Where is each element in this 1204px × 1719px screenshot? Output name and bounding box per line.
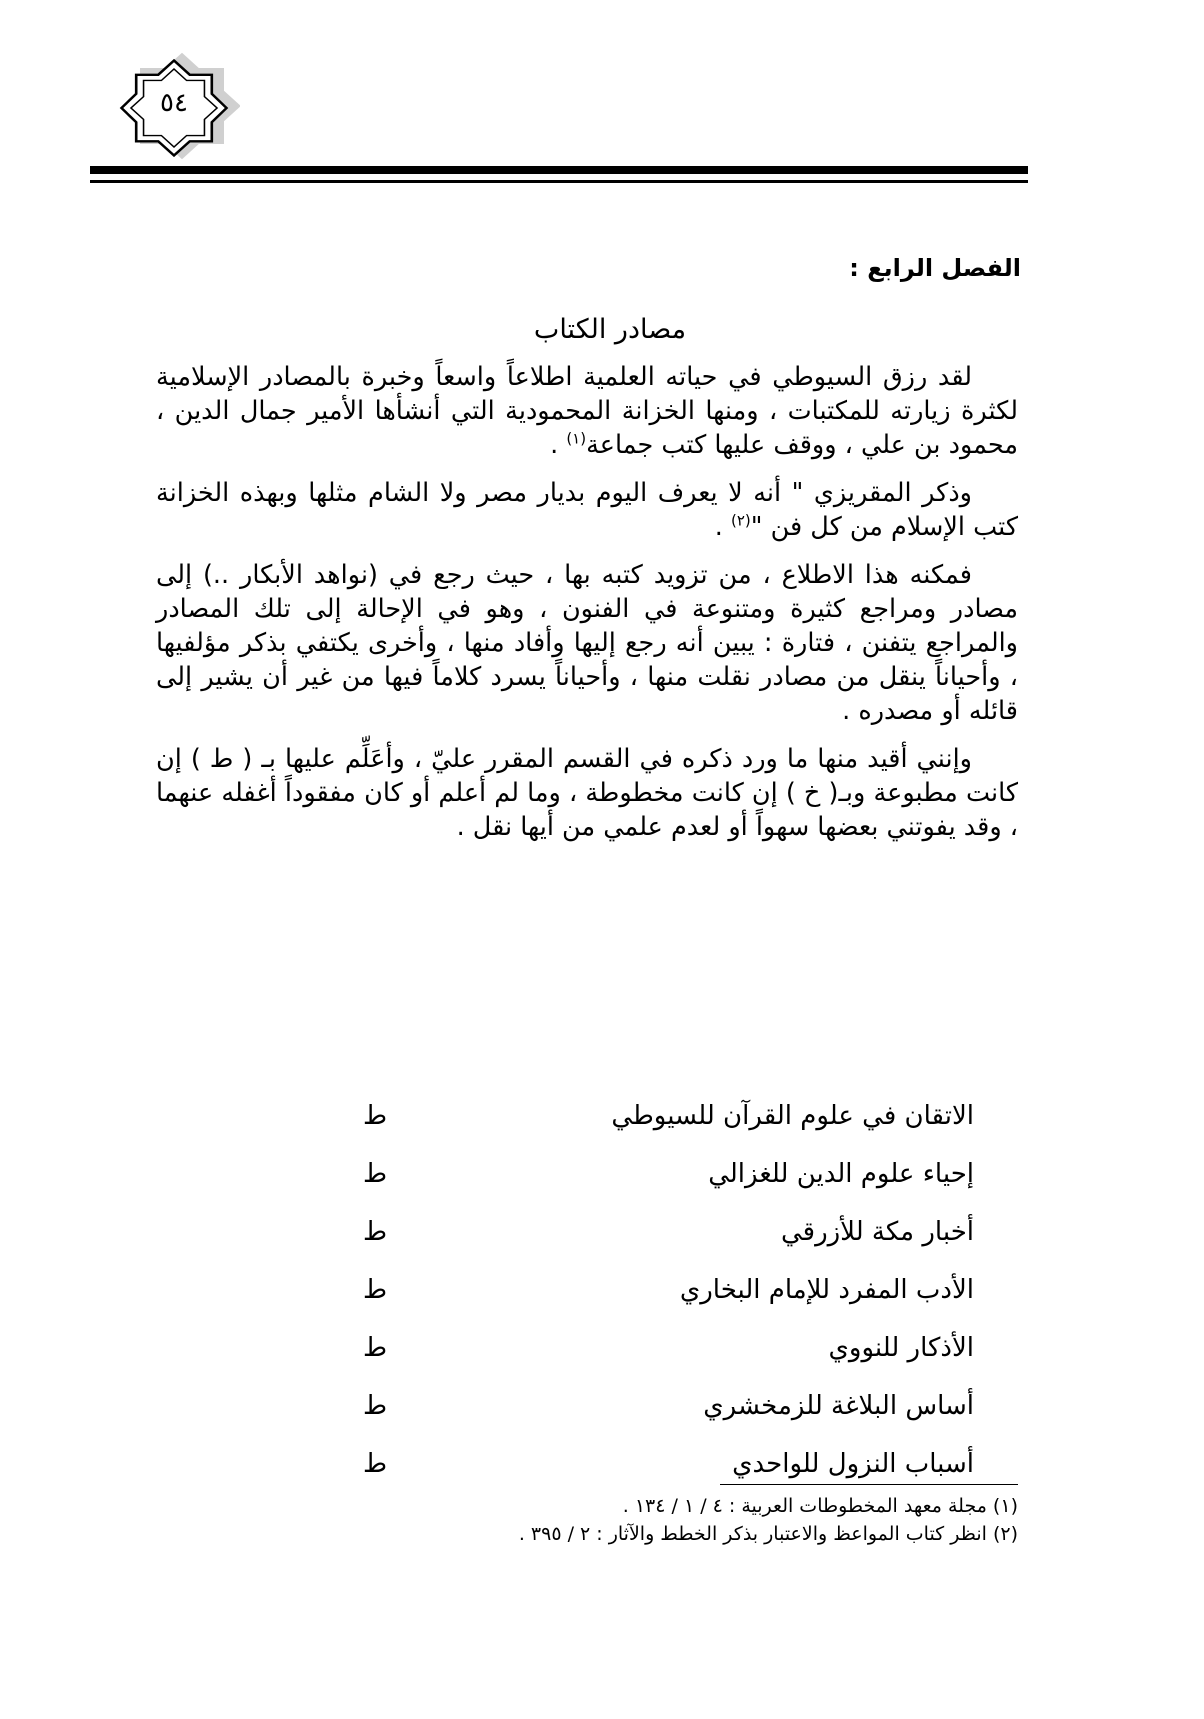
paragraph-tail: . — [714, 512, 731, 542]
source-item — [360, 1145, 974, 1203]
footnote-separator — [720, 1484, 1018, 1485]
source-list — [360, 1087, 974, 1493]
footnote: (١) مجلة معهد المخطوطات العربية : ٤ / ١ / ١٣٤ . — [622, 1495, 1018, 1517]
source-title: أخبار مكة للأزرقي — [780, 1217, 974, 1247]
footnote: (٢) انظر كتاب المواعظ والاعتبار بذكر الخطط والآثار : ٢ / ٣٩٥ . — [518, 1523, 1018, 1545]
source-marker: ط — [362, 1275, 388, 1305]
source-marker: ط — [362, 1449, 388, 1479]
source-title: أساس البلاغة للزمخشري — [703, 1391, 974, 1421]
header-rule-thick — [90, 166, 1028, 174]
footnotes — [360, 1492, 1018, 1548]
source-marker: ط — [362, 1391, 388, 1421]
paragraph — [156, 476, 1018, 544]
page-number: ٥٤ — [160, 88, 188, 118]
source-item — [360, 1261, 974, 1319]
source-item — [360, 1377, 974, 1435]
source-title: الأدب المفرد للإمام البخاري — [679, 1275, 974, 1305]
source-item — [360, 1087, 974, 1145]
source-title: الأذكار للنووي — [828, 1333, 974, 1363]
chapter-heading: الفصل الرابع : — [849, 254, 1021, 282]
body-text — [156, 360, 1018, 858]
header-rule-thin — [90, 180, 1028, 183]
paragraph — [156, 742, 1018, 844]
paragraph — [156, 360, 1018, 462]
source-item — [360, 1319, 974, 1377]
source-marker: ط — [362, 1217, 388, 1247]
source-title: إحياء علوم الدين للغزالي — [708, 1159, 974, 1189]
paragraph-text: فمكنه هذا الاطلاع ، من تزويد كتبه بها ، حيث رجع في (نواهد الأبكار ..) إلى مصادر ومراجع كثيرة ومتنوعة في الفنون ، وهو في الإحالة إلى تلك المصادر والمراجع يتفنن ، فتارة : يبين أنه رجع إليها وأفاد منها ، وأخرى يكتفي بذكر مؤلفيها ، وأحياناً ينقل من مصادر نقلت منها ، وأحياناً يسرد كلاماً فيها من غير أن يشير إلى قائله أو مصدره . — [156, 560, 1018, 726]
footnote-ref: (١) — [566, 429, 587, 448]
source-marker: ط — [362, 1159, 388, 1189]
source-marker: ط — [362, 1101, 388, 1131]
page-number-ornament — [108, 48, 240, 166]
paragraph-text: لقد رزق السيوطي في حياته العلمية اطلاعاً واسعاً وخبرة بالمصادر الإسلامية لكثرة زيارته للمكتبات ، ومنها الخزانة المحمودية التي أنشأها الأمير جمال الدين ، محمود بن علي ، ووقف عليها كتب جماعة — [156, 362, 1018, 460]
source-title: أسباب النزول للواحدي — [732, 1449, 974, 1479]
paragraph-text: وإنني أقيد منها ما ورد ذكره في القسم المقرر عليّ ، وأعَلِّم عليها بـ ( ط ) إن كانت مطبوعة وبـ( خ ) إن كانت مخطوطة ، وما لم أعلم أو كان مفقوداً أغفله عنهما ، وقد يفوتني بعضها سهواً أو لعدم علمي من أيها نقل . — [156, 744, 1018, 842]
paragraph — [156, 558, 1018, 728]
footnote-ref: (٢) — [730, 511, 751, 530]
section-title: مصادر الكتاب — [533, 314, 687, 345]
paragraph-tail: . — [550, 430, 567, 460]
source-marker: ط — [362, 1333, 388, 1363]
source-item — [360, 1203, 974, 1261]
source-title: الاتقان في علوم القرآن للسيوطي — [611, 1101, 974, 1131]
paragraph-text: وذكر المقريزي " أنه لا يعرف اليوم بديار مصر ولا الشام مثلها وبهذه الخزانة كتب الإسلام من كل فن " — [156, 478, 1018, 542]
